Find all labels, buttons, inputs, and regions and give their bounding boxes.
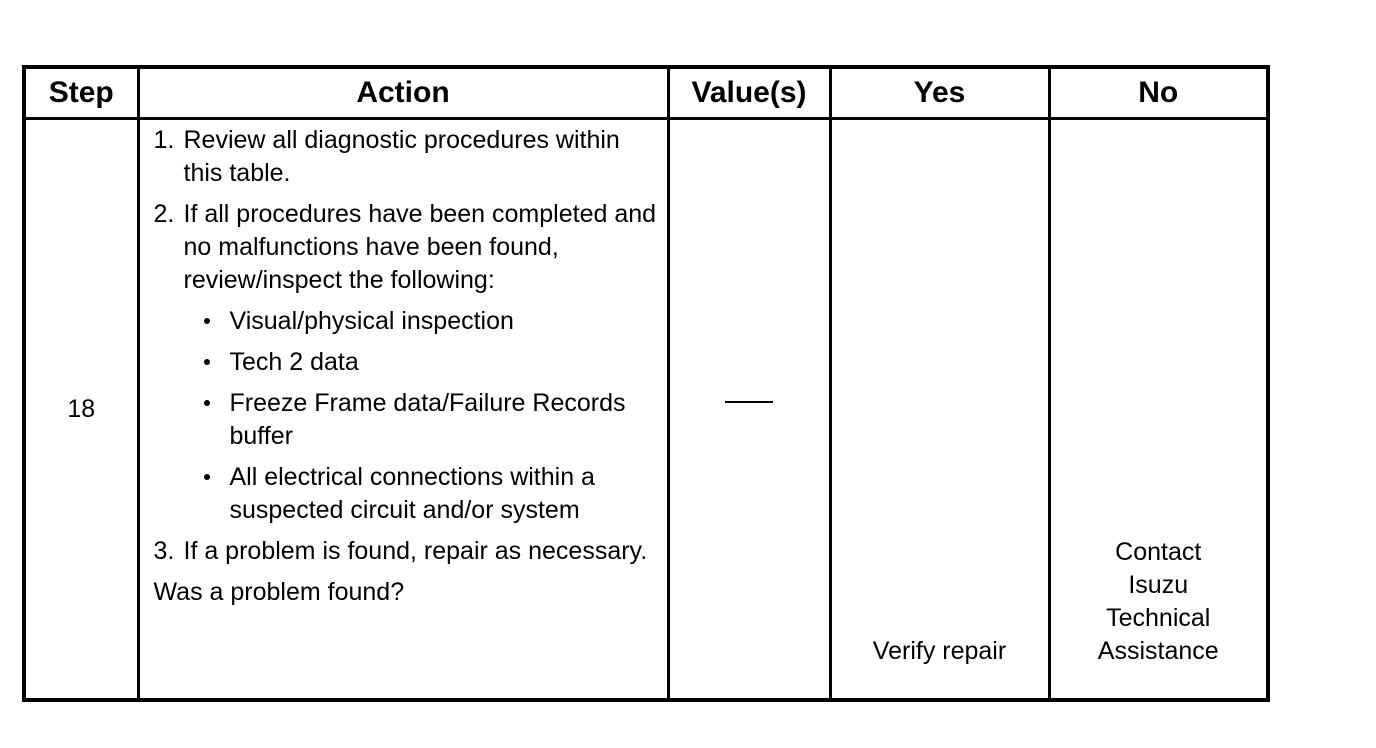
header-no: No [1049,69,1266,119]
yes-cell: Verify repair [830,119,1049,699]
bullet-icon [204,387,230,453]
bullet-item [204,305,657,338]
bullet-icon [204,346,230,379]
header-values: Value(s) [668,69,830,119]
step-number: 18 [26,119,138,699]
header-action: Action [138,69,668,119]
table-row [26,119,1266,699]
no-cell [1049,119,1266,699]
action-item-text: If a problem is found, repair as necessary. [183,537,648,565]
action-item-text: If all procedures have been completed and no malfunctions have been found, review/inspect the following: [183,200,657,294]
action-item-text: Review all diagnostic procedures within this table. [183,126,620,187]
header-step: Step [26,69,138,119]
table-header-row [26,69,1266,119]
header-yes: Yes [830,69,1049,119]
no-line: Assistance [1097,637,1219,665]
no-line: Isuzu [1128,571,1189,599]
bullet-item [204,461,657,527]
bullet-icon [204,305,230,338]
no-line: Contact [1115,538,1202,566]
action-item-number: 1. [153,126,175,154]
bullet-item [204,387,657,453]
bullet-text: Visual/physical inspection [229,307,514,335]
values-cell [668,119,830,699]
action-item-1 [154,124,657,190]
bullet-item [204,346,657,379]
bullet-text: Freeze Frame data/Failure Records buffer [229,389,626,450]
action-item-2 [154,198,657,297]
action-question: Was a problem found? [153,578,405,606]
action-cell [138,119,668,699]
bullet-icon [204,461,230,527]
diagnostic-table [22,65,1270,702]
action-item-number: 2. [153,200,175,228]
bullet-text: All electrical connections within a suspected circuit and/or system [229,463,595,524]
dash-icon [725,401,773,403]
action-item-3 [154,535,657,568]
bullet-text: Tech 2 data [229,348,359,376]
action-item-number: 3. [153,537,175,565]
diagnostic-table-grid [26,69,1266,698]
no-line: Technical [1106,604,1211,632]
